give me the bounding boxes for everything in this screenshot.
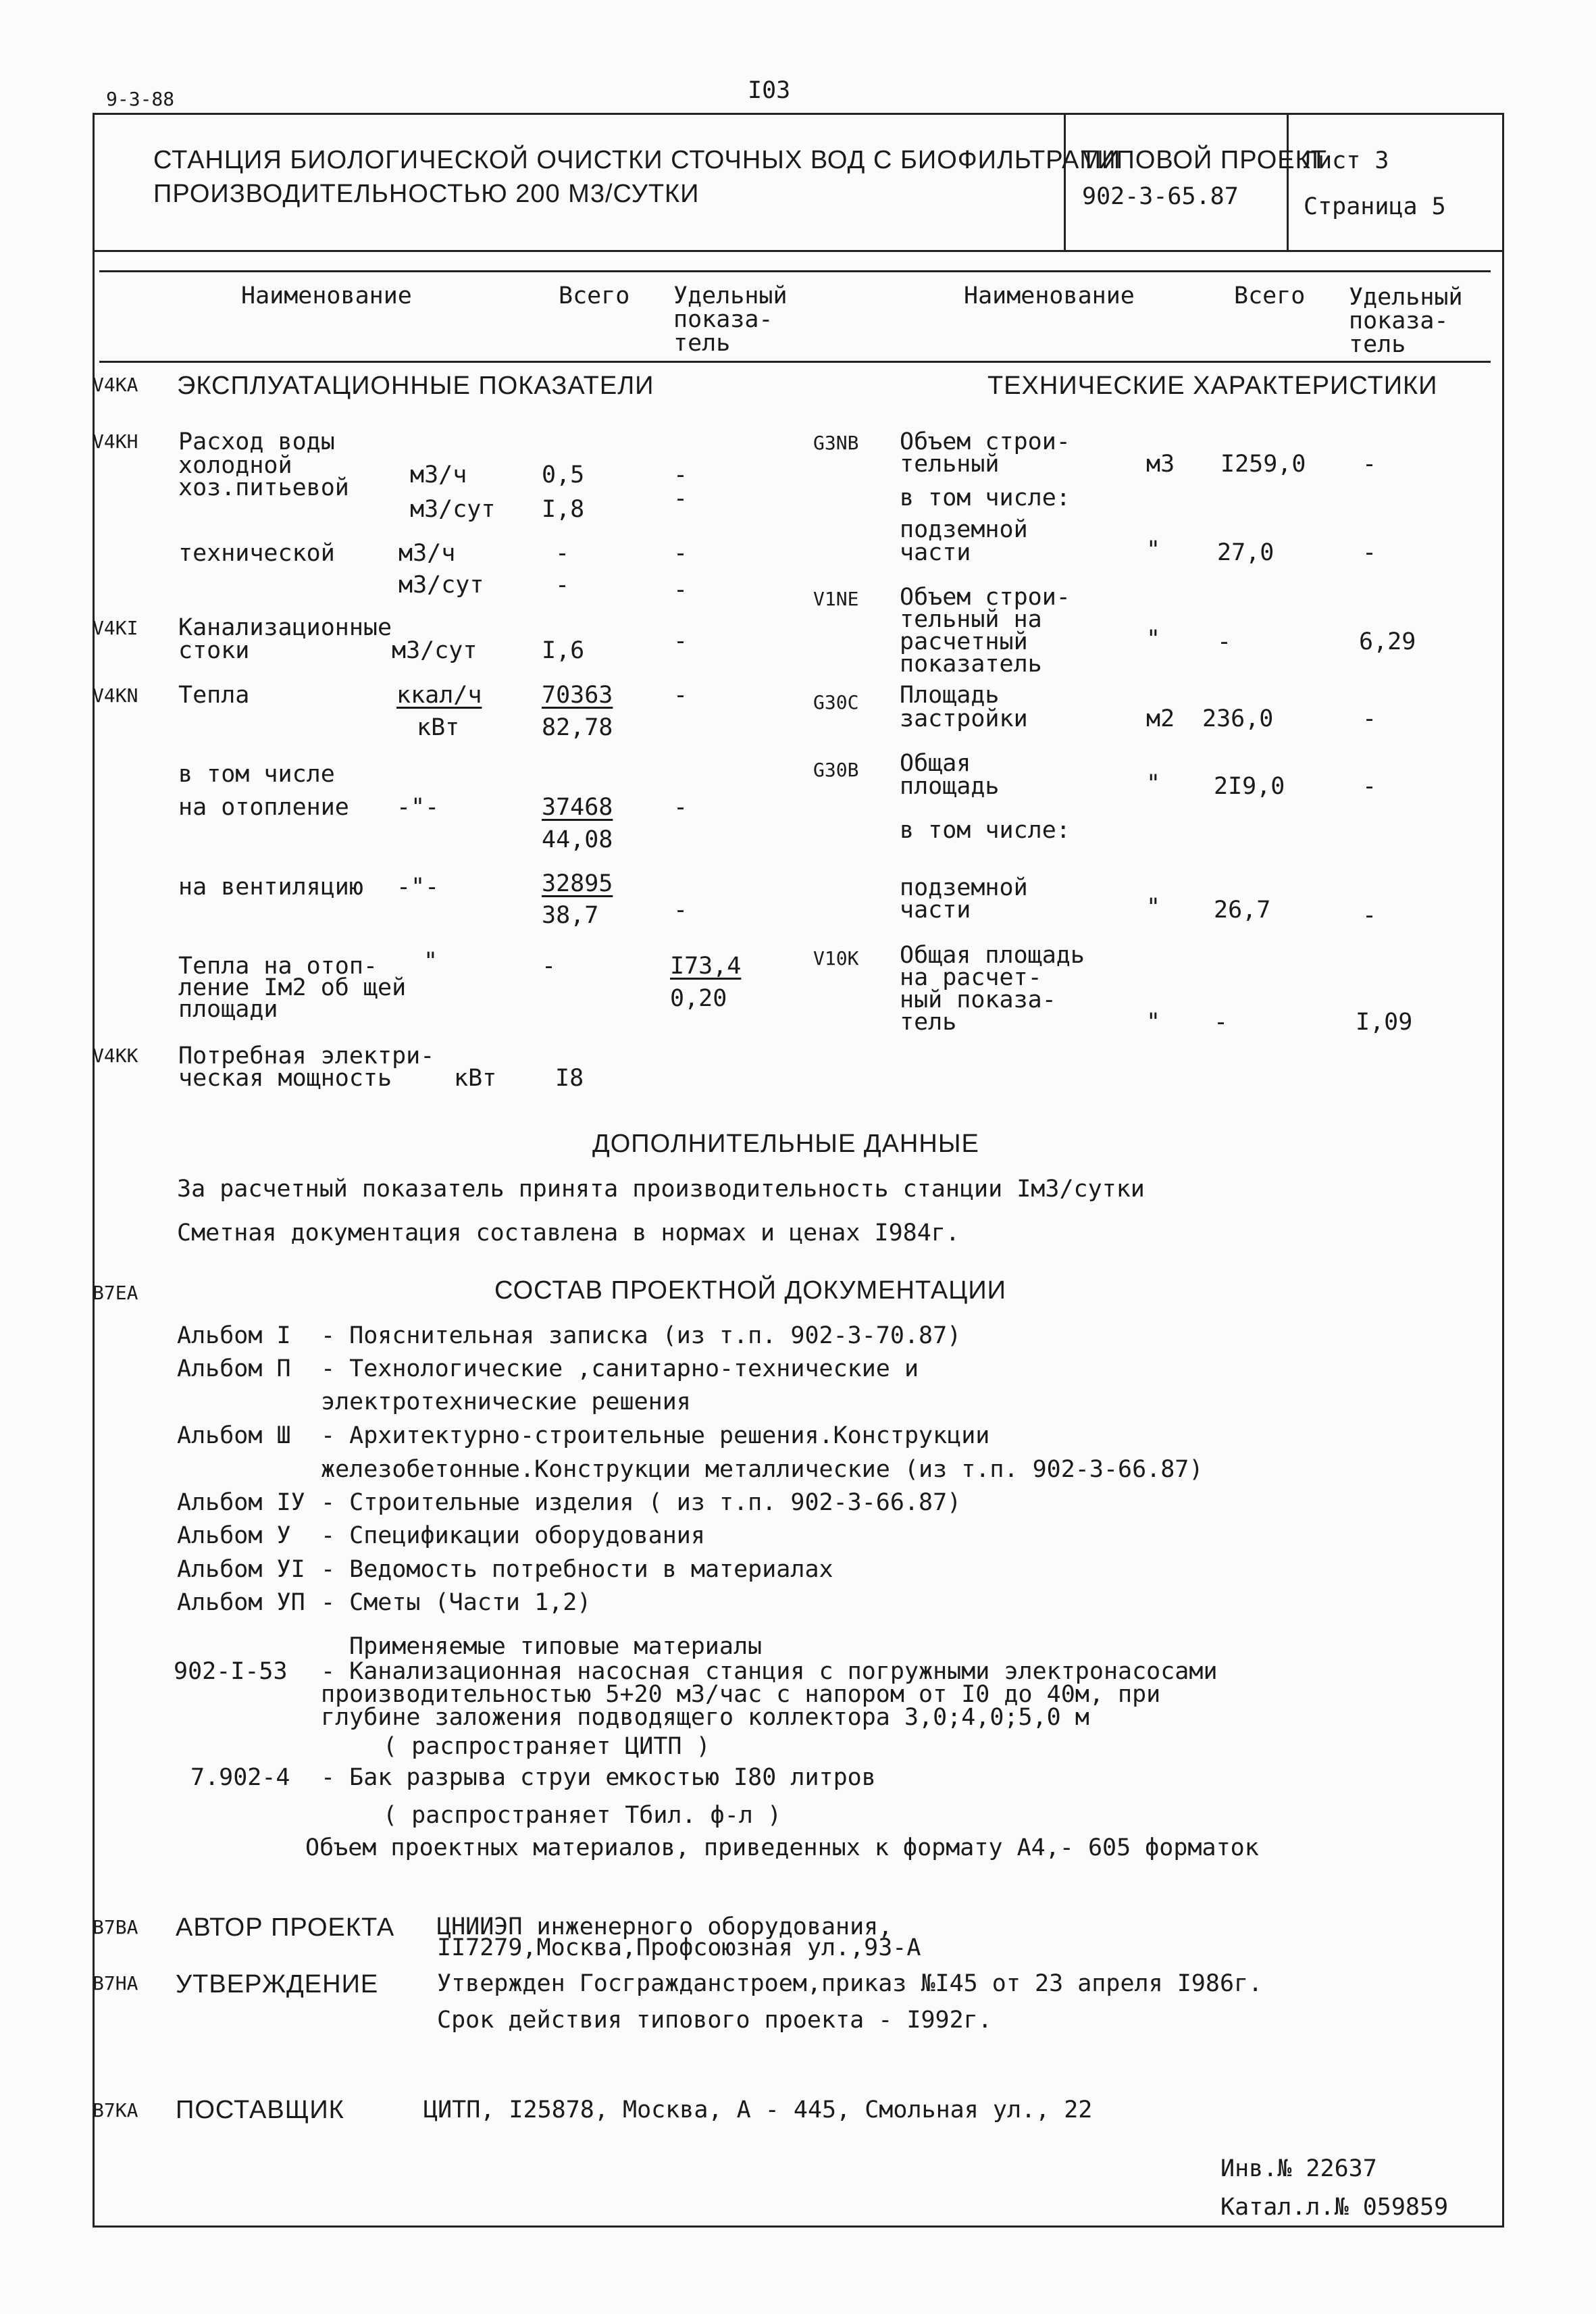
row-label: на отопление	[178, 794, 349, 821]
row-label: в том числе:	[900, 817, 1071, 844]
row-total: 26,7	[1214, 897, 1271, 924]
row-label: в том числе:	[900, 484, 1071, 511]
row-unit: -"-	[396, 794, 440, 821]
album-description: - Сметы (Части 1,2)	[321, 1589, 592, 1616]
row-label: ление Iм2 об щей	[178, 974, 407, 1001]
row-specific: -	[673, 794, 688, 821]
row-label: Канализационные	[178, 614, 392, 641]
supplier-address: ЦИТП, I25878, Москва, А - 445, Смольная ул., 22	[423, 2096, 1093, 2123]
row-label: Потребная электри-	[178, 1042, 435, 1070]
album-description: железобетонные.Конструкции металлические (из т.п. 902-3-66.87)	[321, 1456, 1204, 1483]
album-label: Альбом IУ	[177, 1489, 305, 1516]
materials-volume: Объем проектных материалов, приведенных к формату А4,- 605 форматок	[305, 1834, 1259, 1861]
album-description: - Спецификации оборудования	[321, 1522, 705, 1549]
row-label: подземной	[900, 516, 1028, 543]
row-code: V4KH	[93, 430, 138, 453]
page-number: I03	[748, 77, 791, 104]
row-total: 0,5	[542, 461, 585, 488]
row-code: V10K	[813, 947, 859, 970]
material-distributor: ( распространяет ЦИТП )	[383, 1733, 711, 1760]
row-label: площади	[178, 996, 278, 1023]
material-description: глубине заложения подводящего коллектора 3,0;4,0;5,0 м	[321, 1704, 1089, 1731]
row-total: 37468	[542, 794, 613, 821]
col-total-right: Всего	[1234, 282, 1306, 309]
inventory-number: Инв.№ 22637	[1220, 2155, 1377, 2182]
row-total: 2I9,0	[1214, 773, 1285, 800]
row-total: -	[542, 953, 557, 980]
row-code: V1NE	[813, 588, 859, 610]
col-specific-right-2: показа-	[1349, 307, 1449, 334]
row-specific: -	[1362, 902, 1377, 929]
col-specific-left-2: показа-	[673, 306, 773, 333]
row-specific: -	[673, 628, 688, 655]
row-total: I,8	[542, 496, 585, 523]
row-unit: м3/ч	[398, 540, 456, 567]
col-specific-left-1: Удельный	[673, 282, 788, 309]
album-label: Альбом I	[177, 1322, 291, 1349]
row-unit: "	[1146, 894, 1161, 921]
author-address: II7279,Москва,Профсоюзная ул.,93-А	[437, 1934, 921, 1961]
material-description: производительностью 5+20 м3/час с напором от I0 до 40м, при	[321, 1681, 1161, 1708]
row-label: тель	[900, 1009, 957, 1036]
additional-title: ДОПОЛНИТЕЛЬНЫЕ ДАННЫЕ	[592, 1130, 979, 1158]
row-specific: -	[673, 485, 688, 512]
album-description: - Архитектурно-строительные решения.Конструкции	[321, 1422, 990, 1449]
additional-line: Сметная документация составлена в нормах и ценах I984г.	[177, 1219, 960, 1247]
row-label: Общая площадь	[900, 942, 1085, 969]
col-name-left: Наименование	[241, 282, 412, 309]
row-total: 82,78	[542, 714, 613, 741]
row-label: застройки	[900, 705, 1028, 732]
row-label: Площадь	[900, 682, 1000, 709]
row-label: Тепла на отоп-	[178, 953, 378, 980]
row-total: 27,0	[1217, 539, 1275, 566]
row-label: стоки	[178, 637, 250, 664]
row-label: технической	[178, 540, 335, 567]
section-title-left: ЭКСПЛУАТАЦИОННЫЕ ПОКАЗАТЕЛИ	[177, 372, 654, 400]
col-specific-right-1: Удельный	[1349, 284, 1463, 311]
row-specific: -	[1362, 773, 1377, 800]
row-unit: ккал/ч	[396, 682, 482, 709]
row-code: G3NB	[813, 432, 859, 454]
row-label: ческая мощность	[178, 1065, 392, 1092]
materials-title: Применяемые типовые материалы	[349, 1633, 763, 1660]
row-specific: -	[673, 897, 688, 924]
table-header-rule	[99, 361, 1491, 363]
section-title-right: ТЕХНИЧЕСКИЕ ХАРАКТЕРИСТИКИ	[987, 372, 1438, 400]
row-total: 32895	[542, 870, 613, 897]
row-unit: "	[1146, 626, 1161, 653]
composition-title: СОСТАВ ПРОЕКТНОЙ ДОКУМЕНТАЦИИ	[494, 1276, 1006, 1305]
col-name-right: Наименование	[964, 282, 1135, 309]
row-specific: 6,29	[1359, 628, 1416, 655]
row-total: 70363	[542, 682, 613, 709]
validity-text: Срок действия типового проекта - I992г.	[437, 2007, 992, 2034]
row-specific: 0,20	[670, 985, 727, 1012]
row-total: -	[1214, 1009, 1229, 1036]
row-specific: -	[1362, 451, 1377, 478]
col-specific-left-3: тель	[673, 330, 731, 357]
header-col-divider	[1064, 113, 1066, 251]
row-label: ный показа-	[900, 986, 1056, 1013]
col-total-left: Всего	[559, 282, 630, 309]
author-label: АВТОР ПРОЕКТА	[176, 1913, 395, 1942]
row-total: 44,08	[542, 826, 613, 853]
row-specific: -	[673, 576, 688, 603]
row-label: Объем строи-	[900, 584, 1071, 611]
row-unit: "	[1146, 536, 1161, 563]
table-top-rule	[99, 270, 1491, 272]
section-code: B7HA	[93, 1972, 138, 1994]
material-description: - Бак разрыва струи емкостью I80 литров	[321, 1764, 876, 1791]
section-code: B7BA	[93, 1916, 138, 1938]
row-specific: -	[673, 461, 688, 488]
row-code: V4KN	[93, 684, 138, 707]
row-code: V4KI	[93, 617, 138, 639]
supplier-label: ПОСТАВЩИК	[176, 2096, 344, 2124]
author-org: ЦНИИЭП инженерного оборудования,	[437, 1913, 893, 1940]
row-specific: I73,4	[670, 953, 742, 980]
album-description: - Пояснительная записка (из т.п. 902-3-70.87)	[321, 1322, 962, 1349]
material-description: - Канализационная насосная станция с погружными электронасосами	[321, 1658, 1218, 1685]
row-total: I8	[555, 1065, 584, 1092]
row-unit: м3/сут	[398, 572, 484, 599]
row-label: Расход воды	[178, 428, 335, 455]
row-code: G30B	[813, 759, 859, 781]
header-col-divider	[1287, 113, 1289, 251]
row-total: -	[555, 540, 570, 567]
row-specific: -	[1362, 705, 1377, 732]
row-total: I259,0	[1220, 451, 1306, 478]
row-label: холодной	[178, 452, 292, 479]
album-label: Альбом Ш	[177, 1422, 291, 1449]
header-divider	[93, 250, 1504, 252]
row-specific: -	[1362, 539, 1377, 566]
album-label: Альбом У	[177, 1522, 291, 1549]
row-label: на вентиляцию	[178, 874, 363, 901]
row-unit: м3/сут	[410, 496, 496, 523]
material-code: 902-I-53	[174, 1658, 288, 1685]
row-total: -	[1217, 628, 1232, 655]
col-specific-right-3: тель	[1349, 331, 1406, 358]
document-title: СТАНЦИЯ БИОЛОГИЧЕСКОЙ ОЧИСТКИ СТОЧНЫХ ВОД С БИОФИЛЬТРАМИ	[153, 146, 1121, 174]
material-distributor: ( распространяет Тбил. ф-л )	[383, 1802, 782, 1829]
row-unit: м3/ч	[410, 461, 467, 488]
album-label: Альбом УI	[177, 1556, 305, 1583]
section-code: V4KA	[93, 374, 138, 396]
additional-line: За расчетный показатель принята производительность станции Iм3/сутки	[177, 1176, 1145, 1203]
row-label: хоз.питьевой	[178, 474, 349, 501]
album-description: - Строительные изделия ( из т.п. 902-3-66.87)	[321, 1489, 962, 1516]
row-total: -	[555, 572, 570, 599]
sheet-number: Лист 3	[1304, 147, 1389, 174]
project-label: ТИПОВОЙ ПРОЕКТ	[1081, 146, 1327, 174]
row-label: показатель	[900, 651, 1042, 678]
section-code: B7KA	[93, 2099, 138, 2121]
row-unit: м3/сут	[392, 637, 478, 664]
project-number: 902-3-65.87	[1082, 183, 1239, 210]
approval-text: Утвержден Госгражданстроем,приказ №I45 от 23 апреля I986г.	[437, 1970, 1263, 1997]
row-label: в том числе	[178, 761, 335, 788]
row-label: на расчет-	[900, 964, 1042, 991]
section-code: B7EA	[93, 1282, 138, 1304]
row-unit: м2	[1146, 705, 1175, 732]
row-label: Общая	[900, 750, 971, 777]
row-label: расчетный	[900, 628, 1028, 655]
row-label: части	[900, 897, 971, 924]
document-subtitle: ПРОИЗВОДИТЕЛЬНОСТЬЮ 200 М3/СУТКИ	[153, 180, 700, 208]
catalog-number: Катал.л.№ 059859	[1220, 2194, 1449, 2221]
album-label: Альбом УП	[177, 1589, 305, 1616]
row-specific: I,09	[1356, 1009, 1413, 1036]
row-unit: "	[1146, 770, 1161, 797]
material-code: 7.902-4	[190, 1764, 290, 1791]
row-unit: кВт	[454, 1065, 497, 1092]
row-label: подземной	[900, 874, 1028, 901]
album-description: - Ведомость потребности в материалах	[321, 1556, 833, 1583]
row-unit: "	[423, 948, 438, 975]
row-label: части	[900, 539, 971, 566]
row-label: Тепла	[178, 682, 250, 709]
row-unit: м3	[1146, 451, 1175, 478]
row-total: 38,7	[542, 902, 599, 929]
row-code: V4KK	[93, 1045, 138, 1067]
row-label: площадь	[900, 773, 1000, 800]
row-specific: -	[673, 540, 688, 567]
row-unit: -"-	[396, 874, 440, 901]
row-unit: "	[1146, 1009, 1161, 1036]
row-total: 236,0	[1202, 705, 1274, 732]
album-label: Альбом П	[177, 1355, 291, 1382]
row-label: тельный	[900, 451, 1000, 478]
row-label: Объем строи-	[900, 428, 1071, 455]
row-label: тельный на	[900, 606, 1042, 633]
row-specific: -	[673, 682, 688, 709]
page-label: Страница 5	[1304, 193, 1446, 220]
doc-code: 9-3-88	[106, 88, 175, 110]
album-description: - Технологические ,санитарно-технические и	[321, 1355, 919, 1382]
approval-label: УТВЕРЖДЕНИЕ	[176, 1970, 379, 1998]
row-code: G30C	[813, 691, 859, 713]
row-unit: кВт	[417, 714, 460, 741]
album-description: электротехнические решения	[321, 1388, 691, 1415]
row-total: I,6	[542, 637, 585, 664]
